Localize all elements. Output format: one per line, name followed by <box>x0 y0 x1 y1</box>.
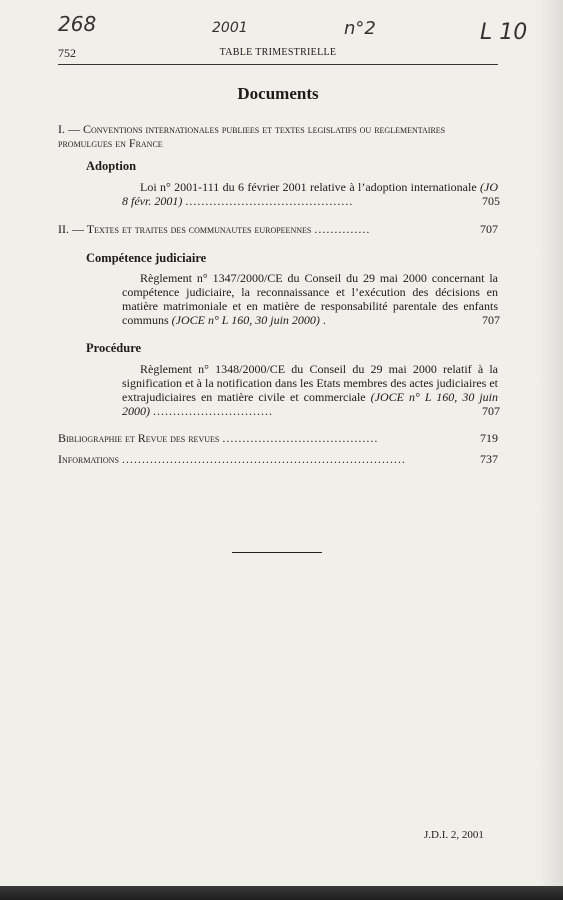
bibliography-page: 719 <box>480 431 498 445</box>
section-1-subheading: Adoption <box>86 159 137 173</box>
handwritten-note-3: n°2 <box>344 18 376 39</box>
bibliography-label: Bibliographie et Revue des revues <box>58 431 220 445</box>
entry-reference: (JO 8 févr. 2001) <box>122 180 499 208</box>
subsection-competence-title: Compétence judiciaire <box>86 251 207 265</box>
handwritten-note-1: 268 <box>58 12 97 36</box>
section-2-heading: II. — Textes et traites des communautes europeennes <box>58 222 312 236</box>
entry-page: 705 <box>482 194 500 208</box>
bibliography-row <box>58 431 498 446</box>
footer-citation: J.D.I. 2, 2001 <box>424 829 484 841</box>
scan-shadow <box>537 0 563 886</box>
entry-page: 707 <box>482 313 500 327</box>
subsection-competence-entry: Règlement n° 1347/2000/CE du Conseil du 29 mai 2000 concernant la compétence judiciaire, la reconnaissance et l’exécution des décisions en matière matrimoniale et en matière de responsabilité parentale des enfants communs (JOCE n° L 160, 30 juin 2000) . 707 <box>122 271 500 327</box>
leader-dots: ....................................................................... <box>121 452 406 466</box>
section-1-heading: I. — Conventions internationales publiees et textes legislatifs ou reglementaires promulgues en France <box>58 122 446 150</box>
section-2-page: 707 <box>480 222 498 236</box>
section-2-heading-row <box>58 222 498 237</box>
section-divider <box>232 552 322 553</box>
section-1-entry <box>122 180 498 208</box>
entry-text: Loi n° 2001-111 du 6 février 2001 relative à l’adoption internationale <box>140 180 477 194</box>
subsection-procedure-entry <box>122 362 498 418</box>
leader-dots: .............................. <box>153 404 273 418</box>
page-title: Documents <box>237 84 319 103</box>
informations-label: Informations <box>58 452 119 466</box>
running-title: TABLE TRIMESTRIELLE <box>219 47 337 58</box>
handwritten-note-2: 2001 <box>212 20 248 36</box>
entry-text: Règlement n° 1348/2000/CE du Conseil du 29 mai 2000 relatif à la signification et à la notification dans les Etats membres des actes judiciaires et extrajudiciaires en matière civile et commerciale <box>122 362 498 404</box>
leader-dots: .............. <box>314 222 371 236</box>
leader-dots: ....................................... <box>222 431 379 445</box>
page-number: 752 <box>58 46 76 60</box>
entry-reference: (JOCE n° L 160, 30 juin 2000) <box>171 313 320 327</box>
scan-edge <box>0 886 563 900</box>
leader-dots: .......................................... <box>185 194 354 208</box>
entry-reference: (JOCE n° L 160, 30 juin 2000) <box>122 390 499 418</box>
informations-row <box>58 452 498 467</box>
handwritten-note-4: L 10 <box>480 20 528 45</box>
informations-page: 737 <box>480 452 498 466</box>
running-head <box>58 44 498 65</box>
entry-text: Règlement n° 1347/2000/CE du Conseil du 29 mai 2000 concernant la compétence judiciaire, la reconnaissance et l’exécution des décisions en matière matrimoniale et en matière de responsabilité parentale des enfants communs <box>122 271 498 327</box>
entry-page: 707 <box>482 404 500 418</box>
subsection-procedure-title: Procédure <box>86 341 142 355</box>
